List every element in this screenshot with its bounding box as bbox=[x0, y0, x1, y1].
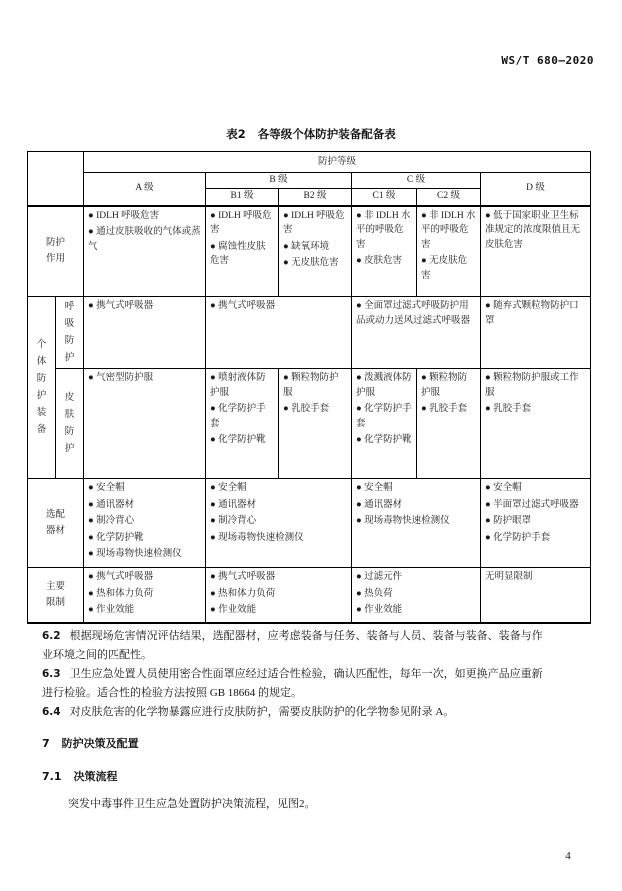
table-title-text: 各等级个体防护装备配备表 bbox=[257, 127, 396, 141]
bullet-item: ● 化学防护靴 bbox=[88, 532, 144, 543]
row-main-limits bbox=[28, 568, 591, 623]
section-heading-7 bbox=[42, 735, 139, 751]
cell-optional-d bbox=[481, 479, 591, 568]
bullet-item: ● 非 IDLH 水平的呼吸危害 bbox=[356, 210, 411, 250]
bullet-item: ● IDLH 呼吸危害 bbox=[283, 210, 345, 235]
doc-code-header: WS/T 680—2020 bbox=[501, 54, 594, 67]
bullet-item: ● 化学防护靴 bbox=[210, 435, 266, 445]
section-7-1-title: 决策流程 bbox=[73, 770, 118, 783]
section-heading-7-1 bbox=[42, 768, 118, 784]
bullet-item: ● 安全帽 bbox=[356, 483, 393, 493]
col-header-protection-level: 防护等级 bbox=[84, 152, 591, 173]
clause-6-3-number: 6.3 bbox=[42, 668, 61, 680]
row-label-limits: 主要限制 bbox=[28, 568, 84, 623]
row-label-ppe-group: 个体防护装备 bbox=[28, 297, 56, 479]
bullet-item: ● 无皮肤危害 bbox=[421, 256, 468, 281]
row-label-protection-effect: 防护作用 bbox=[28, 206, 84, 297]
row-optional-equipment bbox=[28, 479, 591, 568]
bullet-item: ● 制冷背心 bbox=[88, 516, 135, 526]
bullet-item: ● 热和体力负荷 bbox=[210, 588, 276, 599]
bullet-item: ● 携气式呼吸器 bbox=[210, 301, 276, 311]
table-title-number: 表2 bbox=[226, 127, 246, 141]
col-header-c: C 级 bbox=[352, 173, 481, 189]
clause-6-2-number: 6.2 bbox=[42, 630, 61, 642]
bullet-item: ● 乳胶手套 bbox=[421, 404, 468, 414]
bullet-item: ● IDLH 呼吸危害 bbox=[210, 210, 272, 235]
bullet-item: ● 颗粒物防护服或工作服 bbox=[485, 373, 579, 398]
bullet-item: ● 腐蚀性皮肤危害 bbox=[210, 241, 266, 266]
cell-skin-d bbox=[481, 369, 591, 479]
cell-respiratory-b bbox=[206, 297, 352, 369]
bullet-item: ● 非 IDLH 水平的呼吸危害 bbox=[421, 210, 476, 250]
bullet-item: ● 半面罩过滤式呼吸器 bbox=[485, 499, 579, 510]
cell-limits-b bbox=[206, 568, 352, 623]
cell-skin-c1 bbox=[352, 369, 417, 479]
cell-limits-d bbox=[481, 568, 591, 623]
cell-skin-c2 bbox=[417, 369, 481, 479]
clause-6-2-text: 根据现场危害情况评估结果，选配器材，应考虑装备与任务、装备与人员、装备与装备、装备与作业环境之间的匹配性。 bbox=[42, 630, 543, 661]
cell-skin-a bbox=[84, 369, 206, 479]
bullet-item: ● 热和体力负荷 bbox=[88, 588, 154, 599]
cell-limits-a bbox=[84, 568, 206, 623]
cell-optional-a bbox=[84, 479, 206, 568]
row-label-respiratory: 呼吸防护 bbox=[56, 297, 84, 369]
cell-skin-b1 bbox=[206, 369, 279, 479]
bullet-item: ● 乳胶手套 bbox=[283, 404, 330, 414]
bullet-item: ● 随弃式颗粒物防护口罩 bbox=[485, 301, 579, 326]
bullet-item: ● 携气式呼吸器 bbox=[88, 301, 154, 311]
corner-cell bbox=[28, 152, 84, 206]
clause-6-4-number: 6.4 bbox=[42, 706, 61, 718]
cell-optional-c bbox=[352, 479, 481, 568]
bullet-item: ● 安全帽 bbox=[88, 483, 125, 493]
col-header-b2: B2 级 bbox=[279, 189, 352, 206]
bullet-item: ● 化学防护手套 bbox=[210, 404, 266, 429]
bullet-item: ● 低于国家职业卫生标准规定的浓度限值且无皮肤危害 bbox=[485, 210, 581, 250]
header-row-1 bbox=[28, 152, 591, 173]
col-header-d: D 级 bbox=[481, 173, 591, 206]
cell-respiratory-c bbox=[352, 297, 481, 369]
bullet-item: ● 安全帽 bbox=[485, 483, 522, 493]
cell-effect-c2 bbox=[417, 206, 481, 297]
cell-respiratory-d bbox=[481, 297, 591, 369]
bullet-item: ● 携气式呼吸器 bbox=[210, 572, 276, 582]
bullet-item: ● 化学防护手套 bbox=[485, 532, 551, 543]
clause-6-3 bbox=[42, 665, 549, 703]
bullet-item: ● 通讯器材 bbox=[210, 499, 257, 510]
section-7-1-number: 7.1 bbox=[42, 770, 62, 783]
cell-effect-b1 bbox=[206, 206, 279, 297]
bullet-item: ● 现场毒物快速检测仪 bbox=[210, 532, 304, 543]
cell-effect-a bbox=[84, 206, 206, 297]
clause-6-4-text: 对皮肤危害的化学物暴露应进行皮肤防护，需要皮肤防护的化学物参见附录 A。 bbox=[69, 706, 455, 718]
section-7-title: 防护决策及配置 bbox=[61, 737, 139, 750]
col-header-b1: B1 级 bbox=[206, 189, 279, 206]
bullet-item: ● 通讯器材 bbox=[356, 499, 403, 510]
bullet-item: ● 化学防护靴 bbox=[356, 435, 412, 445]
bullet-item: ● 现场毒物快速检测仪 bbox=[356, 516, 450, 526]
cell-respiratory-a bbox=[84, 297, 206, 369]
clause-6-3-text: 卫生应急处置人员使用密合性面罩应经过适合性检验，确认匹配性，每年一次，如更换产品应重新进行检验。适合性的检验方法按照 GB 18664 的规定。 bbox=[42, 668, 543, 699]
row-label-optional: 选配器材 bbox=[28, 479, 84, 568]
bullet-item: ● 作业效能 bbox=[210, 605, 257, 615]
row-label-skin: 皮肤防护 bbox=[56, 369, 84, 479]
clauses-block bbox=[42, 627, 549, 722]
bullet-item: ● 喷射液体防护服 bbox=[210, 373, 266, 398]
cell-limits-c bbox=[352, 568, 481, 623]
paragraph-7-1: 突发中毒事件卫生应急处置防护决策流程，见图2。 bbox=[68, 798, 316, 810]
bullet-item: ● 乳胶手套 bbox=[485, 404, 532, 414]
bullet-item: ● 通讯器材 bbox=[88, 499, 135, 510]
bullet-item: ● 作业效能 bbox=[356, 605, 403, 615]
bullet-item: ● 皮肤危害 bbox=[356, 256, 403, 266]
page-number: 4 bbox=[565, 850, 571, 862]
cell-effect-d bbox=[481, 206, 591, 297]
bullet-item: ● 颗粒物防护服 bbox=[283, 373, 339, 398]
ppe-equipment-table bbox=[27, 151, 591, 624]
cell-skin-b2 bbox=[279, 369, 352, 479]
bullet-item: ● 化学防护手套 bbox=[356, 404, 412, 429]
cell-optional-b bbox=[206, 479, 352, 568]
row-skin-protection bbox=[28, 369, 591, 479]
clause-6-4 bbox=[42, 703, 549, 722]
header-row-2 bbox=[28, 173, 591, 189]
bullet-item: ● 颗粒物防护服 bbox=[421, 373, 468, 398]
col-header-c2: C2 级 bbox=[417, 189, 481, 206]
col-header-a: A 级 bbox=[84, 173, 206, 206]
col-header-b: B 级 bbox=[206, 173, 352, 189]
cell-effect-b2 bbox=[279, 206, 352, 297]
bullet-item: ● 缺氧环境 bbox=[283, 241, 330, 252]
bullet-item: ● 携气式呼吸器 bbox=[88, 572, 154, 582]
bullet-item: ● 过滤元件 bbox=[356, 572, 403, 582]
bullet-item: ● 安全帽 bbox=[210, 483, 247, 493]
bullet-item: ● 全面罩过滤式呼吸防护用品或动力送风过滤式呼吸器 bbox=[356, 301, 471, 326]
row-protection-effect bbox=[28, 206, 591, 297]
bullet-item: ● 防护眼罩 bbox=[485, 516, 532, 526]
bullet-item: ● 泼溅液体防护服 bbox=[356, 373, 412, 398]
bullet-item: ● IDLH 呼吸危害 bbox=[88, 210, 160, 221]
bullet-item: ● 现场毒物快速检测仪 bbox=[88, 549, 182, 559]
bullet-item: ● 通过皮肤吸收的气体或蒸气 bbox=[88, 227, 201, 252]
col-header-c1: C1 级 bbox=[352, 189, 417, 206]
row-respiratory-protection bbox=[28, 297, 591, 369]
clause-6-2 bbox=[42, 627, 549, 665]
bullet-item: ● 制冷背心 bbox=[210, 516, 257, 526]
bullet-item: ● 无皮肤危害 bbox=[283, 258, 339, 268]
bullet-item: ● 作业效能 bbox=[88, 605, 135, 615]
bullet-item: ● 气密型防护服 bbox=[88, 373, 154, 383]
bullet-item: 无明显限制 bbox=[485, 572, 533, 582]
bullet-item: ● 热负荷 bbox=[356, 588, 393, 599]
table-title bbox=[0, 126, 622, 142]
cell-effect-c1 bbox=[352, 206, 417, 297]
section-7-number: 7 bbox=[42, 737, 50, 750]
